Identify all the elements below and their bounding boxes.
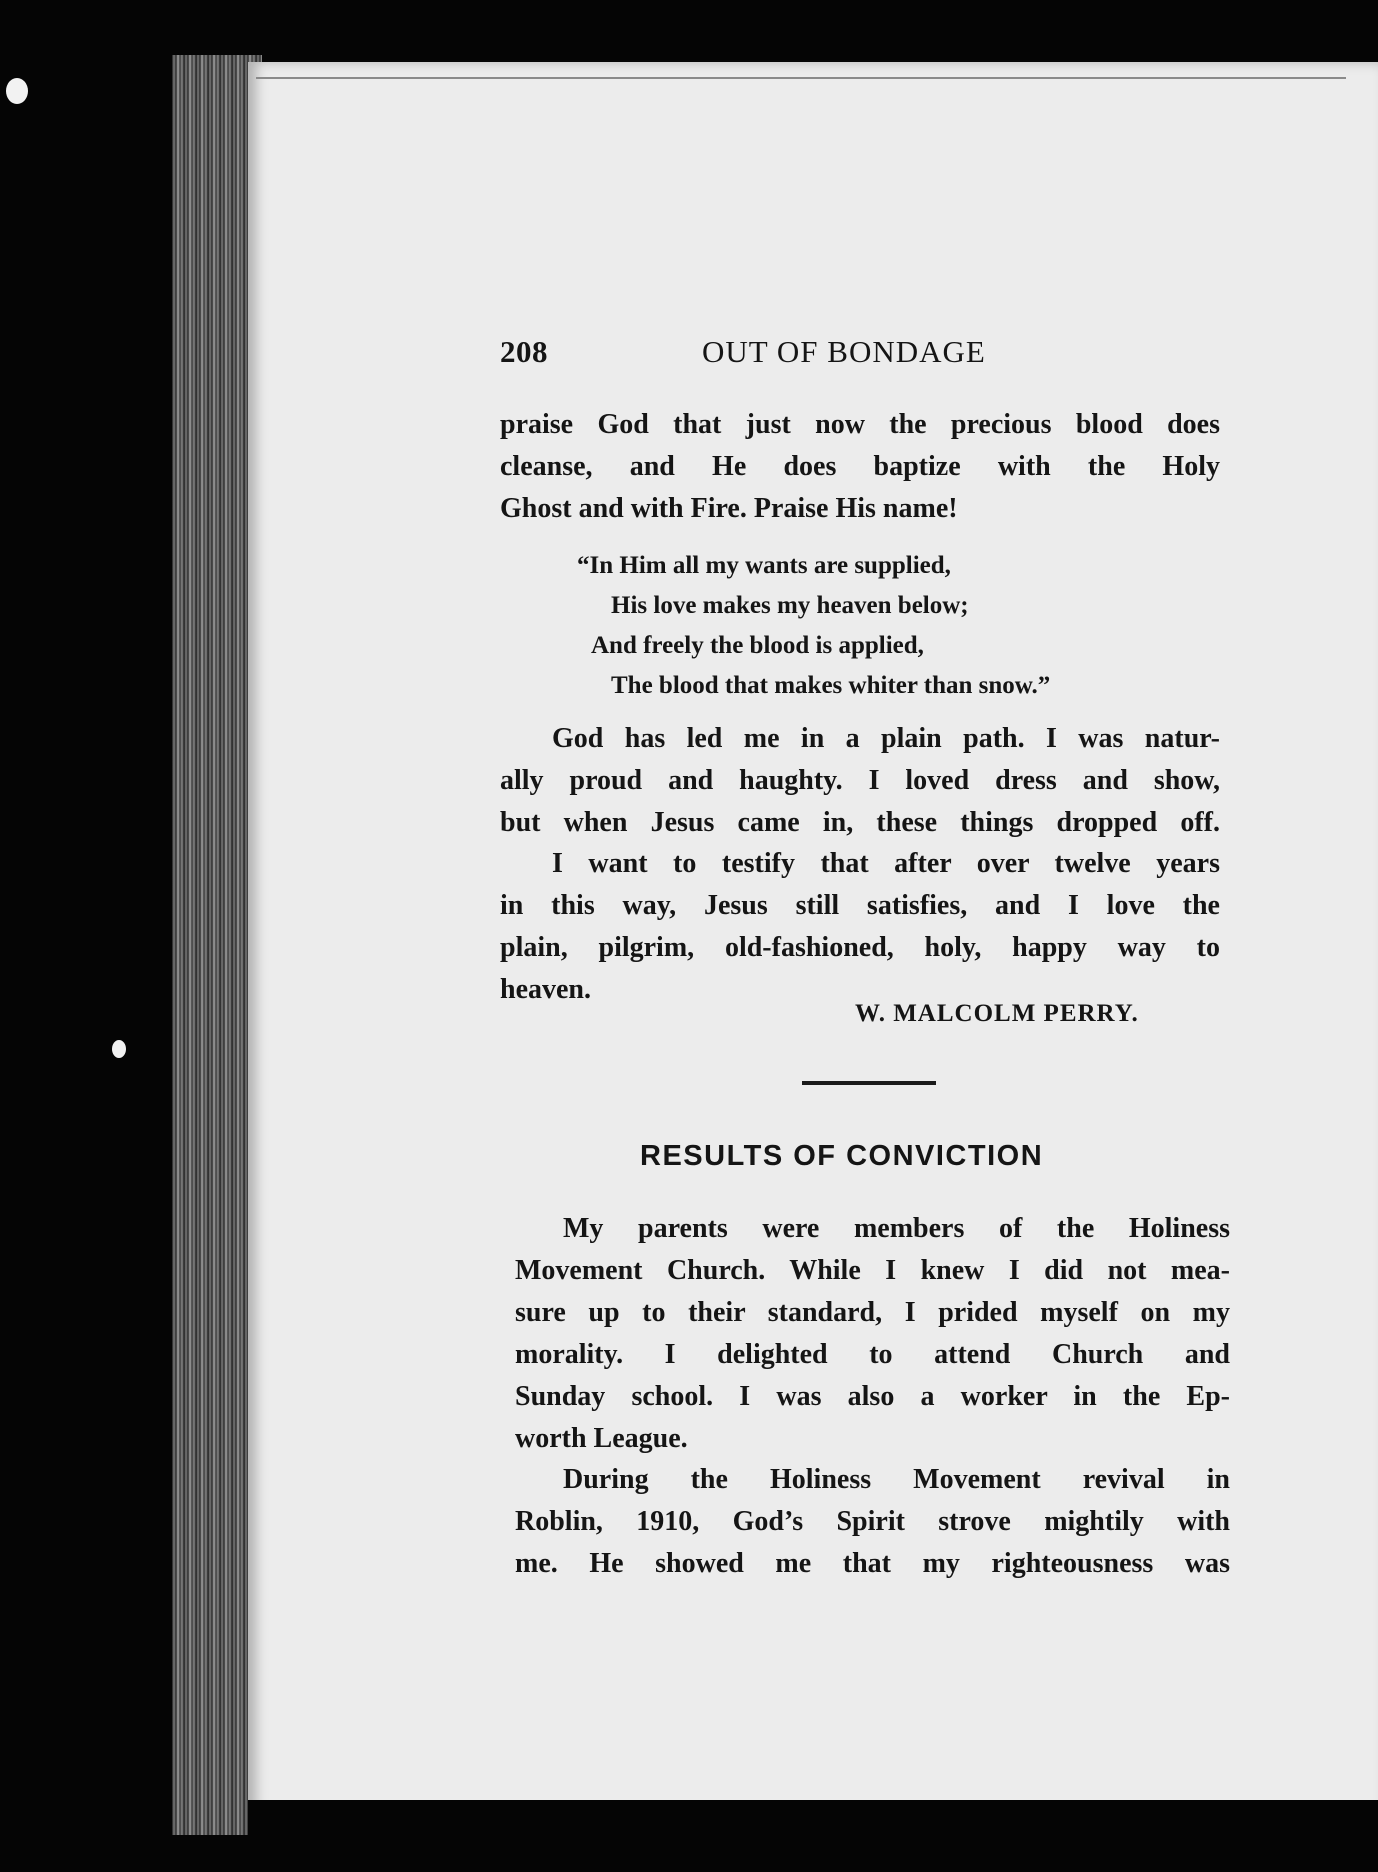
text-line: worth League.	[515, 1423, 688, 1454]
page-top-edge-line	[256, 77, 1346, 79]
text-line: Sunday school. I was also a worker in the Ep-	[515, 1381, 1230, 1412]
paragraph-2	[500, 718, 1220, 844]
bottom-shadow	[248, 1800, 1378, 1872]
text-line: During the Holiness Movement revival in	[563, 1464, 1230, 1495]
page-number: 208	[500, 334, 548, 369]
text-line: sure up to their standard, I prided myself on my	[515, 1297, 1230, 1328]
text-line: but when Jesus came in, these things dropped off.	[500, 807, 1220, 838]
text-line: Movement Church. While I knew I did not mea-	[515, 1255, 1230, 1286]
text-line: heaven.	[500, 974, 591, 1005]
dust-speck	[112, 1040, 126, 1058]
section-divider	[802, 1081, 936, 1085]
paragraph-1	[500, 404, 1220, 530]
poem-quotation	[577, 546, 1050, 706]
section-heading: RESULTS OF CONVICTION	[640, 1140, 1044, 1172]
text-line: Roblin, 1910, God’s Spirit strove mightily with	[515, 1506, 1230, 1537]
text-line: plain, pilgrim, old-fashioned, holy, happy way to	[500, 932, 1220, 963]
paragraph-5	[515, 1459, 1230, 1585]
text-line: My parents were members of the Holiness	[563, 1213, 1230, 1244]
poem-line: The blood that makes whiter than snow.”	[611, 672, 1051, 699]
text-line: me. He showed me that my righteousness was	[515, 1548, 1230, 1579]
text-line: I want to testify that after over twelve years	[552, 848, 1220, 879]
paragraph-3	[500, 843, 1220, 1011]
author-signature: W. MALCOLM PERRY.	[855, 1000, 1139, 1027]
poem-line: And freely the blood is applied,	[591, 632, 924, 659]
text-line: God has led me in a plain path. I was natur-	[552, 723, 1220, 754]
text-line: Ghost and with Fire. Praise His name!	[500, 493, 958, 524]
text-line: ally proud and haughty. I loved dress and show,	[500, 765, 1220, 796]
paragraph-4	[515, 1208, 1230, 1460]
book-title: OUT OF BONDAGE	[702, 334, 986, 369]
dust-speck	[6, 78, 28, 104]
poem-line: “In Him all my wants are supplied,	[577, 552, 951, 579]
text-line: morality. I delighted to attend Church and	[515, 1339, 1230, 1370]
text-line: in this way, Jesus still satisfies, and I love the	[500, 890, 1220, 921]
text-line: praise God that just now the precious blood does	[500, 409, 1220, 440]
text-line: cleanse, and He does baptize with the Holy	[500, 451, 1220, 482]
poem-line: His love makes my heaven below;	[611, 592, 969, 619]
running-head	[500, 334, 1220, 378]
